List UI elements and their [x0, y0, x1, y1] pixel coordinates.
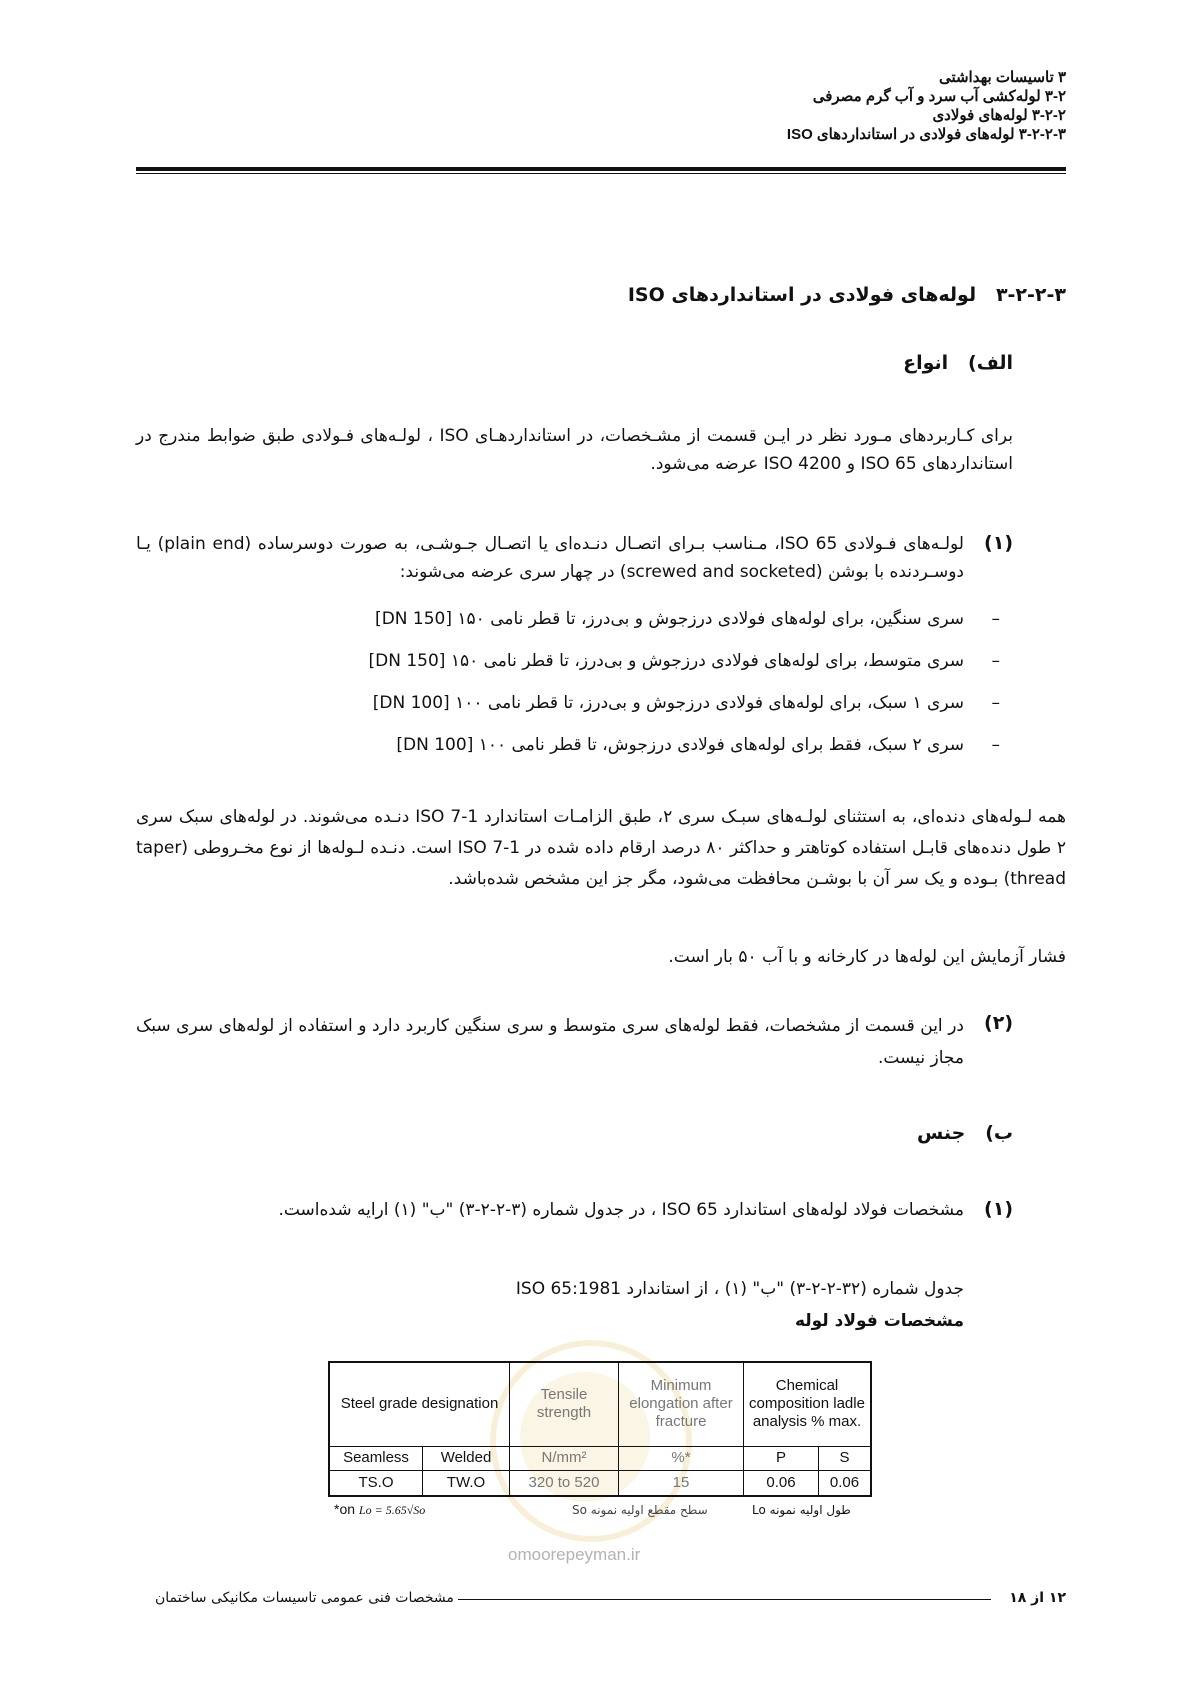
- part-a-item1-text: لولـه‌های فـولادی ISO 65، مـناسب بـرای اتصـال دنـده‌ای یا اتصـال جـوشـی، به صورت دوسرساده (plain end) یـا دوسـردنده با بوشن (screwed and socketed) در چهار سری عرضه می‌شوند:: [136, 534, 964, 582]
- cell-s: 0.06: [819, 1470, 872, 1496]
- header-rule-thin: [136, 173, 1066, 174]
- part-b-item1-text: مشخصات فولاد لوله‌های استاندارد ISO 65 ، در جدول شماره (۳-۲-۲-۳) "ب" (۱) ارایه شده‌است.: [278, 1200, 964, 1220]
- part-a-heading: [903, 352, 1013, 374]
- part-a-item2-number: (۲): [984, 1012, 1013, 1034]
- section-title: لوله‌های فولادی در استانداردهای ISO: [627, 284, 977, 306]
- footer-page: ۱۲ از ۱۸: [1009, 1590, 1066, 1606]
- part-a-item1-number: (۱): [984, 532, 1013, 554]
- header-line-1: ۳ تاسیسات بهداشتی: [938, 69, 1066, 86]
- running-header: [787, 68, 1066, 144]
- bullet-dash-4: –: [991, 735, 1000, 755]
- part-b-heading: [917, 1122, 1013, 1144]
- note-on: *on: [334, 1501, 356, 1517]
- bullet-heavy-series: سری سنگین، برای لوله‌های فولادی درزجوش و بی‌درز، تا قطر نامی ۱۵۰ [DN 150]: [375, 609, 964, 629]
- th-unit-tensile: N/mm²: [510, 1446, 619, 1470]
- para-threads: همه لـوله‌های دنده‌ای، به استثنای لولـه‌های سبـک سری ۲، طبق الزامـات استاندارد ISO 7-1 دنـده می‌شوند. در لوله‌های سبک سری ۲ طول دنده‌های قابـل استفاده کوتاهتر و حداکثر ۸۰ درصد ارقام داده شده در ISO 7-1 است. دنـده لـوله‌ها از نوع مخـروطی (taper thread) بـوده و یک سر آن با بوشـن محافظت می‌شود، مگر جز این مشخص شده‌باشد.: [136, 807, 1067, 889]
- th-welded: Welded: [423, 1446, 510, 1470]
- section-number: ۳-۲-۲-۳: [995, 284, 1066, 306]
- part-b-item1-number: (۱): [984, 1198, 1013, 1220]
- cell-p: 0.06: [744, 1470, 819, 1496]
- bullet-dash-2: –: [991, 651, 1000, 671]
- cell-tensile: 320 to 520: [510, 1470, 619, 1496]
- th-tensile-strength: Tensile strength: [510, 1362, 619, 1446]
- cell-welded: TW.O: [423, 1470, 510, 1496]
- cell-elongation: 15: [619, 1470, 744, 1496]
- bullet-light2-series: سری ۲ سبک، فقط برای لوله‌های فولادی درزجوش، تا قطر نامی ۱۰۰ [DN 100]: [396, 735, 964, 755]
- table-caption: جدول شماره (۳۲-۲-۲-۳) "ب" (۱) ، از استاندارد ISO 65:1981: [515, 1279, 964, 1299]
- section-heading: [628, 284, 1066, 306]
- th-p: P: [744, 1446, 819, 1470]
- bullet-dash-3: –: [991, 693, 1000, 713]
- th-steel-grade: Steel grade designation: [329, 1362, 510, 1446]
- note-lo: طول اولیه نمونه Lo: [752, 1503, 851, 1517]
- watermark-text: omoorepeyman.ir: [508, 1545, 641, 1564]
- header-line-4: ۳-۲-۲-۳ لوله‌های فولادی در استانداردهای ISO: [786, 126, 1066, 143]
- th-seamless: Seamless: [329, 1446, 423, 1470]
- th-unit-elongation: %*: [619, 1446, 744, 1470]
- note-so: سطح مقطع اولیه نمونه So: [572, 1503, 708, 1517]
- bullet-light1-series: سری ۱ سبک، برای لوله‌های فولادی درزجوش و بی‌درز، تا قطر نامی ۱۰۰ [DN 100]: [372, 693, 964, 713]
- th-s: S: [819, 1446, 872, 1470]
- part-b-label: ب): [985, 1122, 1013, 1144]
- part-a-label: الف): [968, 352, 1013, 374]
- cell-seamless: TS.O: [329, 1470, 423, 1496]
- part-a-intro: برای کـاربردهای مـورد نظر در ایـن قسمت از مشـخصات، در استانداردهـای ISO ، لولـه‌های فـولادی طبق ضوابط مندرج در استانداردهای ISO 65 و ISO 4200 عرضه می‌شود.: [136, 426, 1013, 474]
- header-line-3: ۳-۲-۲ لوله‌های فولادی: [932, 107, 1066, 124]
- part-a-item2-text: در این قسمت از مشخصات، فقط لوله‌های سری متوسط و سری سنگین کاربرد دارد و استفاده از لوله‌های سری سبک مجاز نیست.: [136, 1016, 964, 1068]
- header-rule-thick: [136, 167, 1066, 171]
- steel-spec-table: [328, 1361, 872, 1497]
- th-min-elongation: Minimum elongation after fracture: [619, 1362, 744, 1446]
- para-pressure: فشار آزمایش این لوله‌ها در کارخانه و با آب ۵۰ بار است.: [668, 947, 1066, 967]
- footer-rule: [458, 1599, 991, 1600]
- table-subtitle: مشخصات فولاد لوله: [794, 1311, 964, 1331]
- footer-title: مشخصات فنی عمومی تاسیسات مکانیکی ساختمان: [155, 1590, 454, 1606]
- bullet-medium-series: سری متوسط، برای لوله‌های فولادی درزجوش و بی‌درز، تا قطر نامی ۱۵۰ [DN 150]: [368, 651, 964, 671]
- part-a-title: انواع: [903, 352, 949, 374]
- th-chemical-composition: Chemical composition ladle analysis % max.: [744, 1362, 872, 1446]
- header-line-2: ۳-۲ لوله‌کشی آب سرد و آب گرم مصرفی: [812, 88, 1066, 105]
- part-b-title: جنس: [917, 1122, 966, 1144]
- table-note: [334, 1501, 425, 1518]
- note-formula: Lo = 5.65√So: [358, 1503, 426, 1517]
- bullet-dash-1: –: [991, 609, 1000, 629]
